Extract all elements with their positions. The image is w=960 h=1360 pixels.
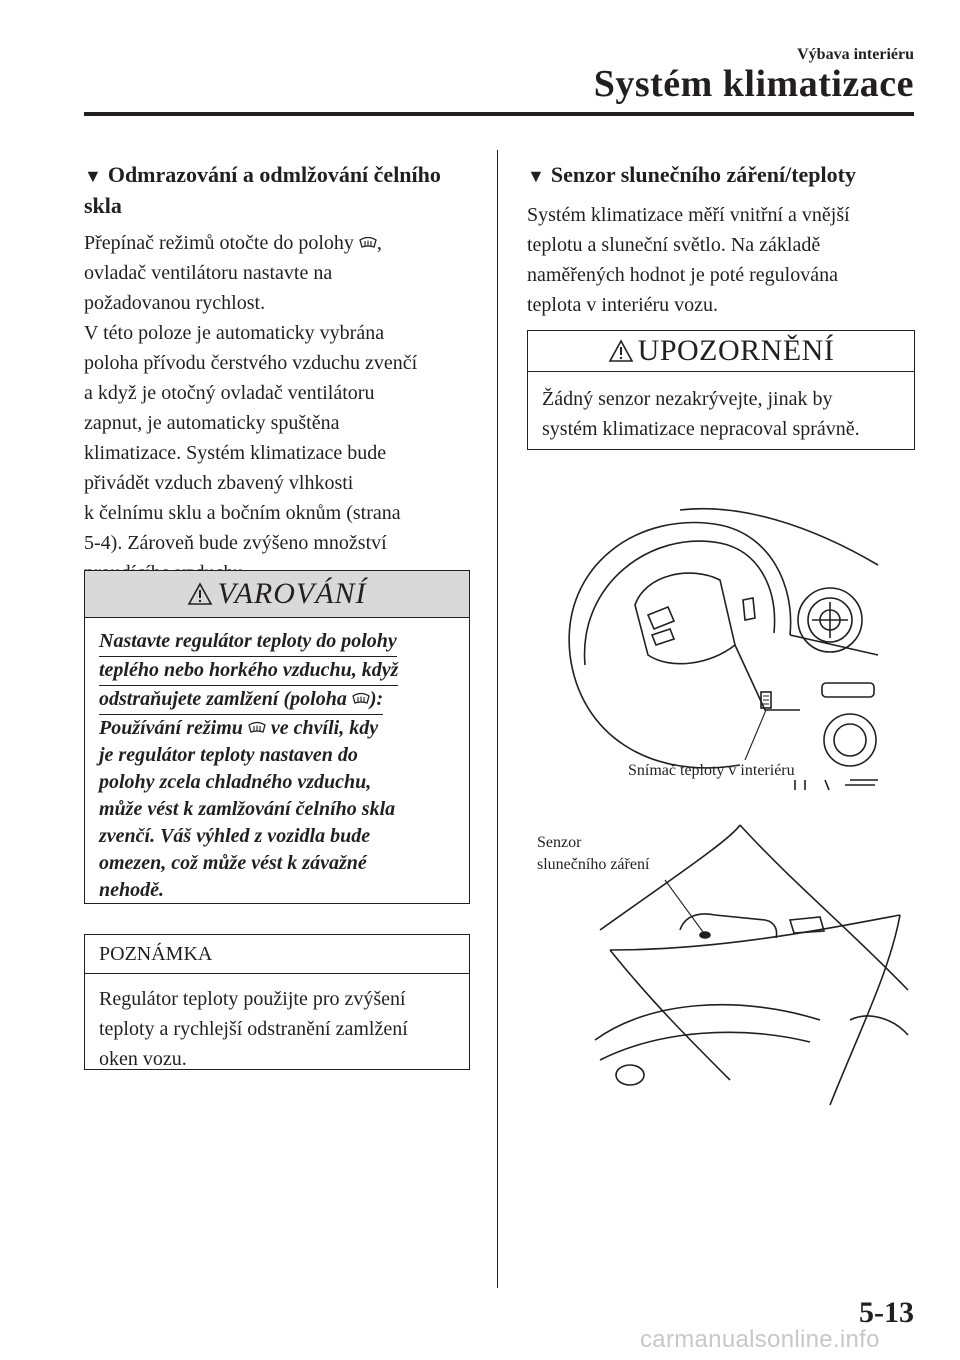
warning-line-4-end: ve chvíli, kdy xyxy=(270,717,379,739)
note-line: Regulátor teploty použijte pro zvýšení xyxy=(99,988,406,1010)
defrost-line: a když je otočný ovladač ventilátoru xyxy=(84,382,375,404)
warning-line: může vést k zamlžování čelního skla xyxy=(99,798,396,820)
note-line: oken vozu. xyxy=(99,1048,187,1070)
defrost-heading-text: Odmrazování a odmlžování čelního skla xyxy=(84,162,441,218)
page-number: 5-13 xyxy=(859,1296,914,1329)
heading-triangle-icon: ▼ xyxy=(84,166,102,186)
windshield-defrost-icon xyxy=(248,720,266,736)
sensor-line: naměřených hodnot je poté regulována xyxy=(527,264,838,286)
warning-line: nehodě. xyxy=(99,879,164,901)
caution-line: systém klimatizace nepracoval správně. xyxy=(542,418,860,440)
note-title: POZNÁMKA xyxy=(99,943,213,965)
sun-sensor-caption-line-1: Senzor xyxy=(537,834,582,851)
defrost-line: 5-4). Zároveň bude zvýšeno množství xyxy=(84,532,387,554)
warning-line xyxy=(99,657,455,686)
warning-line-4-text: Používání režimu xyxy=(99,717,243,739)
caution-title: UPOZORNĚNÍ xyxy=(637,334,835,367)
warning-line-3 xyxy=(99,686,383,715)
defrost-line-0 xyxy=(84,228,484,258)
sensor-heading xyxy=(527,160,917,191)
sensor-line: teplotu a sluneční světlo. Na základě xyxy=(527,234,821,256)
note-box xyxy=(84,934,470,1070)
header-rule xyxy=(84,112,914,116)
warning-line-3-end: ): xyxy=(369,688,384,710)
defrost-paragraph xyxy=(84,228,484,588)
defrost-line-0-comma: , xyxy=(376,232,382,254)
warning-line xyxy=(99,628,455,657)
defrost-line: klimatizace. Systém klimatizace bude xyxy=(84,442,387,464)
warning-line xyxy=(99,686,455,715)
defrost-line: k čelnímu sklu a bočním oknům (strana xyxy=(84,502,401,524)
caution-content xyxy=(528,372,914,458)
sensor-line: teplota v interiéru vozu. xyxy=(527,294,719,316)
column-divider xyxy=(497,150,498,1288)
section-label: Výbava interiéru xyxy=(797,46,914,63)
warning-line-2: teplého nebo horkého vzduchu, když xyxy=(99,657,398,686)
warning-line: zvenčí. Váš výhled z vozidla bude xyxy=(99,825,371,847)
note-title-bar xyxy=(85,935,469,974)
watermark: carmanualsonline.info xyxy=(640,1326,880,1353)
defrost-heading xyxy=(84,160,474,221)
warning-line: je regulátor teploty nastaven do xyxy=(99,744,358,766)
warning-content xyxy=(85,618,469,918)
sensor-heading-text: Senzor slunečního záření/teploty xyxy=(550,162,856,187)
defrost-line: ovladač ventilátoru nastavte na xyxy=(84,262,333,284)
warning-icon xyxy=(187,582,213,606)
caution-box xyxy=(527,330,915,450)
interior-sensor-caption: Snímač teploty v interiéru xyxy=(628,762,795,779)
defrost-line: poloha přívodu čerstvého vzduchu zvenčí xyxy=(84,352,418,374)
caution-line: Žádný senzor nezakrývejte, jinak by xyxy=(542,388,833,410)
defrost-line: přivádět vzduch zbavený vlhkosti xyxy=(84,472,354,494)
sensor-paragraph xyxy=(527,200,917,320)
defrost-line-0-text: Přepínač režimů otočte do polohy xyxy=(84,232,354,254)
warning-line: polohy zcela chladného vzduchu, xyxy=(99,771,372,793)
windshield-defrost-icon xyxy=(352,691,370,707)
caution-title-bar xyxy=(528,331,914,372)
caution-icon xyxy=(608,339,634,363)
warning-line: omezen, což může vést k závažné xyxy=(99,852,367,874)
defrost-line: požadovanou rychlost. xyxy=(84,292,266,314)
warning-line xyxy=(99,715,455,742)
sensor-line: Systém klimatizace měří vnitřní a vnější xyxy=(527,204,850,226)
defrost-line: V této poloze je automaticky vybrána xyxy=(84,322,385,344)
sun-sensor-caption-line-2: slunečního záření xyxy=(537,856,650,873)
warning-line-3-text: odstraňujete zamlžení (poloha xyxy=(99,688,347,710)
page-title: Systém klimatizace xyxy=(593,63,914,105)
heading-triangle-icon: ▼ xyxy=(527,166,545,186)
sun-sensor-illustration xyxy=(590,820,910,1110)
warning-title: VAROVÁNÍ xyxy=(217,577,367,610)
warning-line-1: Nastavte regulátor teploty do polohy xyxy=(99,628,397,657)
interior-sensor-illustration xyxy=(560,505,880,795)
warning-box xyxy=(84,570,470,904)
defrost-line: zapnut, je automaticky spuštěna xyxy=(84,412,340,434)
warning-title-bar xyxy=(85,571,469,618)
windshield-defrost-icon xyxy=(359,235,377,251)
note-content xyxy=(85,974,469,1088)
note-line: teploty a rychlejší odstranění zamlžení xyxy=(99,1018,408,1040)
